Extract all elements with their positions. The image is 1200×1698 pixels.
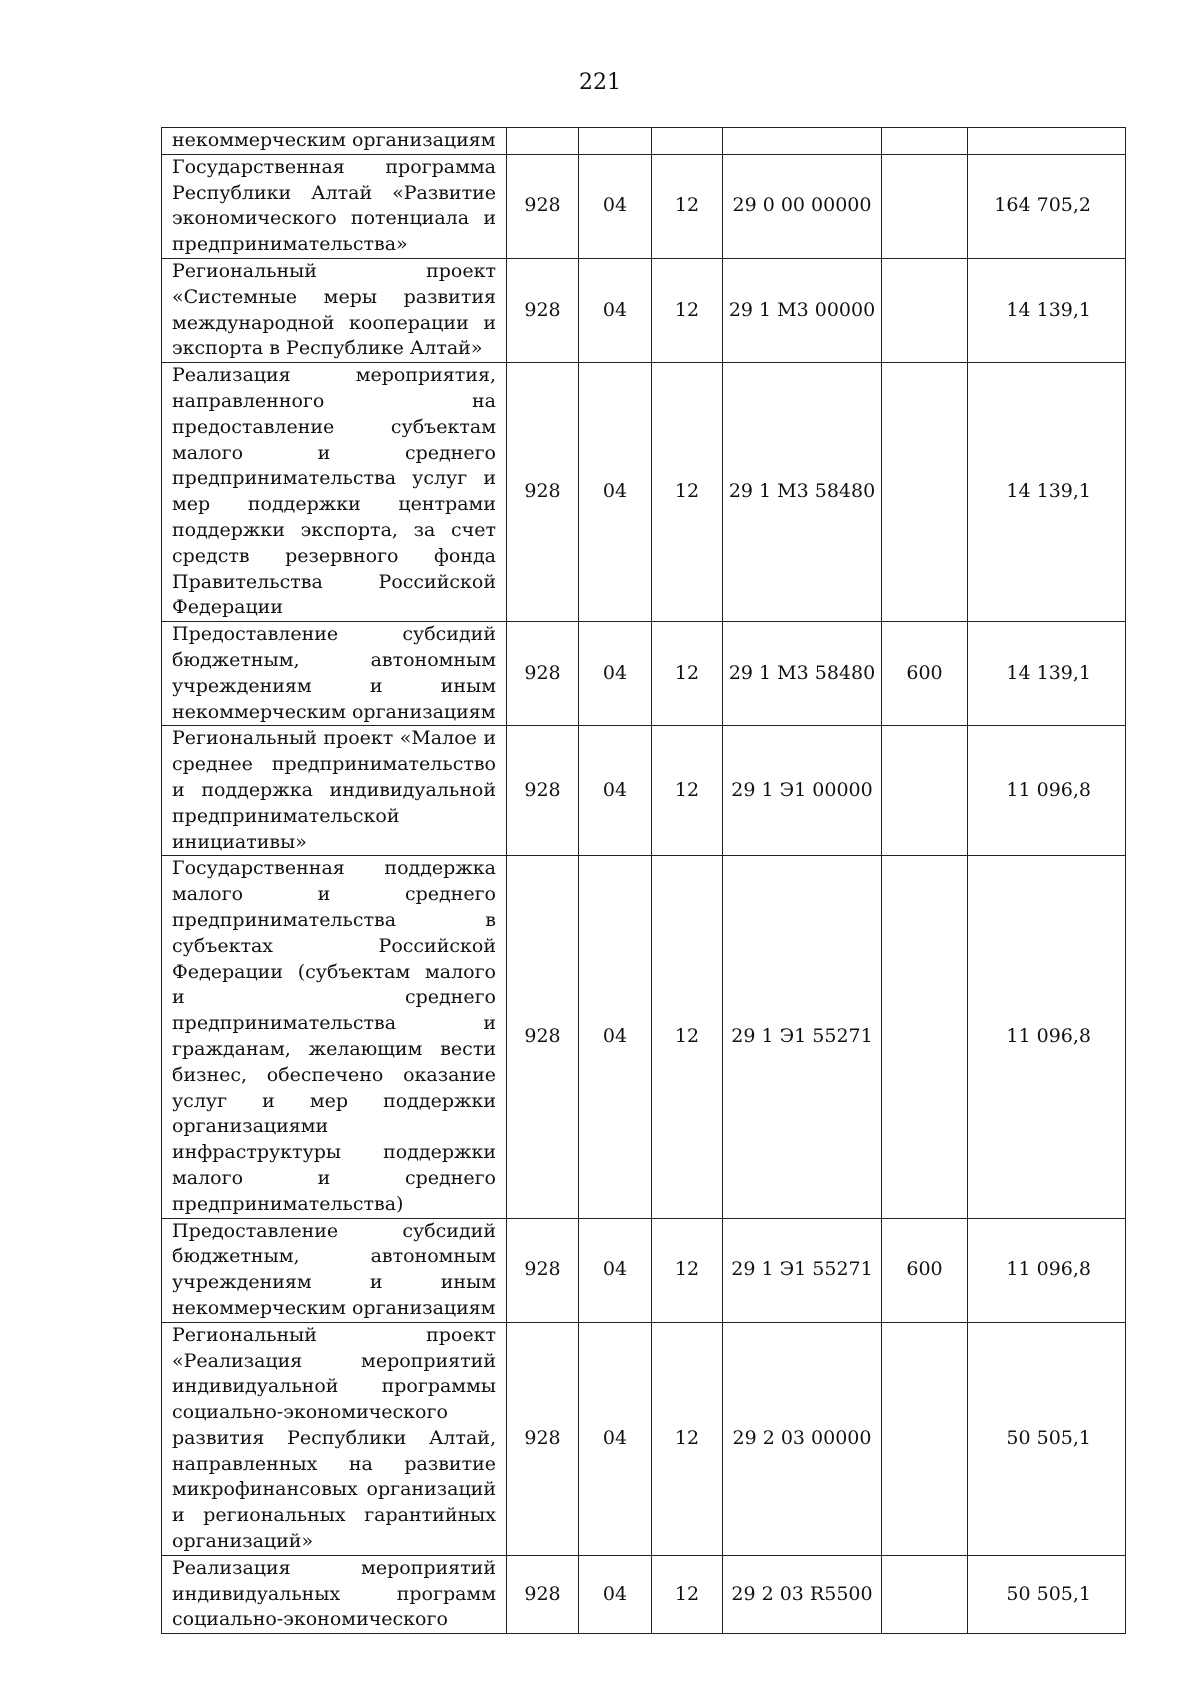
cell-target-article [723, 128, 882, 155]
cell-target-article: 29 0 00 00000 [723, 154, 882, 258]
cell-target-article: 29 1 Э1 55271 [723, 1218, 882, 1322]
cell-section-code: 04 [579, 1322, 652, 1555]
cell-section-code: 04 [579, 154, 652, 258]
row-description: некоммерческим организациям [162, 128, 507, 155]
cell-target-article: 29 2 03 R5500 [723, 1555, 882, 1633]
table-row [162, 726, 1126, 856]
cell-amount: 11 096,8 [968, 1218, 1126, 1322]
row-description: Региональный проект «Малое и среднее предпринимательство и поддержка индивидуальной предпринимательской инициативы» [162, 726, 507, 856]
cell-ministry-code: 928 [507, 1322, 579, 1555]
cell-ministry-code: 928 [507, 154, 579, 258]
table-row [162, 622, 1126, 726]
row-description: Реализация мероприятий индивидуальных программ социально-экономического [162, 1555, 507, 1633]
budget-table [161, 127, 1126, 1634]
cell-expense-type [882, 1555, 968, 1633]
cell-expense-type [882, 363, 968, 622]
table-row [162, 1218, 1126, 1322]
cell-amount: 14 139,1 [968, 622, 1126, 726]
cell-ministry-code: 928 [507, 856, 579, 1218]
table-row [162, 1555, 1126, 1633]
cell-target-article: 29 1 M3 58480 [723, 363, 882, 622]
table-row [162, 128, 1126, 155]
cell-target-article: 29 1 Э1 55271 [723, 856, 882, 1218]
cell-amount: 11 096,8 [968, 856, 1126, 1218]
row-description: Предоставление субсидий бюджетным, автономным учреждениям и иным некоммерческим организациям [162, 1218, 507, 1322]
row-description: Реализация мероприятия, направленного на предоставление субъектам малого и среднего предпринимательства услуг и мер поддержки центрами поддержки экспорта, за счет средств резервного фонда Правительства Российской Федерации [162, 363, 507, 622]
cell-ministry-code: 928 [507, 258, 579, 362]
cell-section-code: 04 [579, 726, 652, 856]
table-row [162, 856, 1126, 1218]
cell-subsection-code: 12 [652, 726, 723, 856]
row-description: Региональный проект «Системные меры развития международной кооперации и экспорта в Республике Алтай» [162, 258, 507, 362]
row-description: Государственная поддержка малого и среднего предпринимательства в субъектах Российской Федерации (субъектам малого и среднего предпринимательства и гражданам, желающим вести бизнес, обеспечено оказание услуг и мер поддержки организациями инфраструктуры поддержки малого и среднего предпринимательства) [162, 856, 507, 1218]
cell-section-code: 04 [579, 363, 652, 622]
cell-subsection-code: 12 [652, 363, 723, 622]
cell-section-code [579, 128, 652, 155]
cell-target-article: 29 1 M3 00000 [723, 258, 882, 362]
cell-subsection-code: 12 [652, 154, 723, 258]
cell-expense-type: 600 [882, 1218, 968, 1322]
row-description: Региональный проект «Реализация мероприятий индивидуальной программы социально-экономического развития Республики Алтай, направленных на развитие микрофинансовых организаций и региональных гарантийных организаций» [162, 1322, 507, 1555]
cell-amount: 164 705,2 [968, 154, 1126, 258]
cell-subsection-code: 12 [652, 856, 723, 1218]
cell-target-article: 29 2 03 00000 [723, 1322, 882, 1555]
cell-section-code: 04 [579, 622, 652, 726]
cell-subsection-code: 12 [652, 258, 723, 362]
page-number: 221 [579, 70, 621, 95]
cell-amount [968, 128, 1126, 155]
cell-expense-type [882, 856, 968, 1218]
cell-subsection-code: 12 [652, 1322, 723, 1555]
cell-target-article: 29 1 Э1 00000 [723, 726, 882, 856]
cell-ministry-code: 928 [507, 622, 579, 726]
table-row [162, 258, 1126, 362]
cell-section-code: 04 [579, 856, 652, 1218]
cell-subsection-code [652, 128, 723, 155]
row-description: Государственная программа Республики Алтай «Развитие экономического потенциала и предпринимательства» [162, 154, 507, 258]
cell-expense-type: 600 [882, 622, 968, 726]
cell-expense-type [882, 726, 968, 856]
cell-expense-type [882, 154, 968, 258]
cell-ministry-code: 928 [507, 726, 579, 856]
cell-ministry-code: 928 [507, 1555, 579, 1633]
cell-subsection-code: 12 [652, 622, 723, 726]
cell-expense-type [882, 128, 968, 155]
cell-amount: 14 139,1 [968, 258, 1126, 362]
cell-section-code: 04 [579, 258, 652, 362]
cell-section-code: 04 [579, 1555, 652, 1633]
table-row [162, 154, 1126, 258]
cell-amount: 14 139,1 [968, 363, 1126, 622]
cell-target-article: 29 1 M3 58480 [723, 622, 882, 726]
cell-expense-type [882, 1322, 968, 1555]
cell-amount: 50 505,1 [968, 1555, 1126, 1633]
table-row [162, 363, 1126, 622]
table-row [162, 1322, 1126, 1555]
cell-amount: 50 505,1 [968, 1322, 1126, 1555]
cell-section-code: 04 [579, 1218, 652, 1322]
cell-subsection-code: 12 [652, 1218, 723, 1322]
cell-ministry-code: 928 [507, 1218, 579, 1322]
cell-ministry-code: 928 [507, 363, 579, 622]
row-description: Предоставление субсидий бюджетным, автономным учреждениям и иным некоммерческим организациям [162, 622, 507, 726]
cell-subsection-code: 12 [652, 1555, 723, 1633]
cell-expense-type [882, 258, 968, 362]
cell-ministry-code [507, 128, 579, 155]
cell-amount: 11 096,8 [968, 726, 1126, 856]
